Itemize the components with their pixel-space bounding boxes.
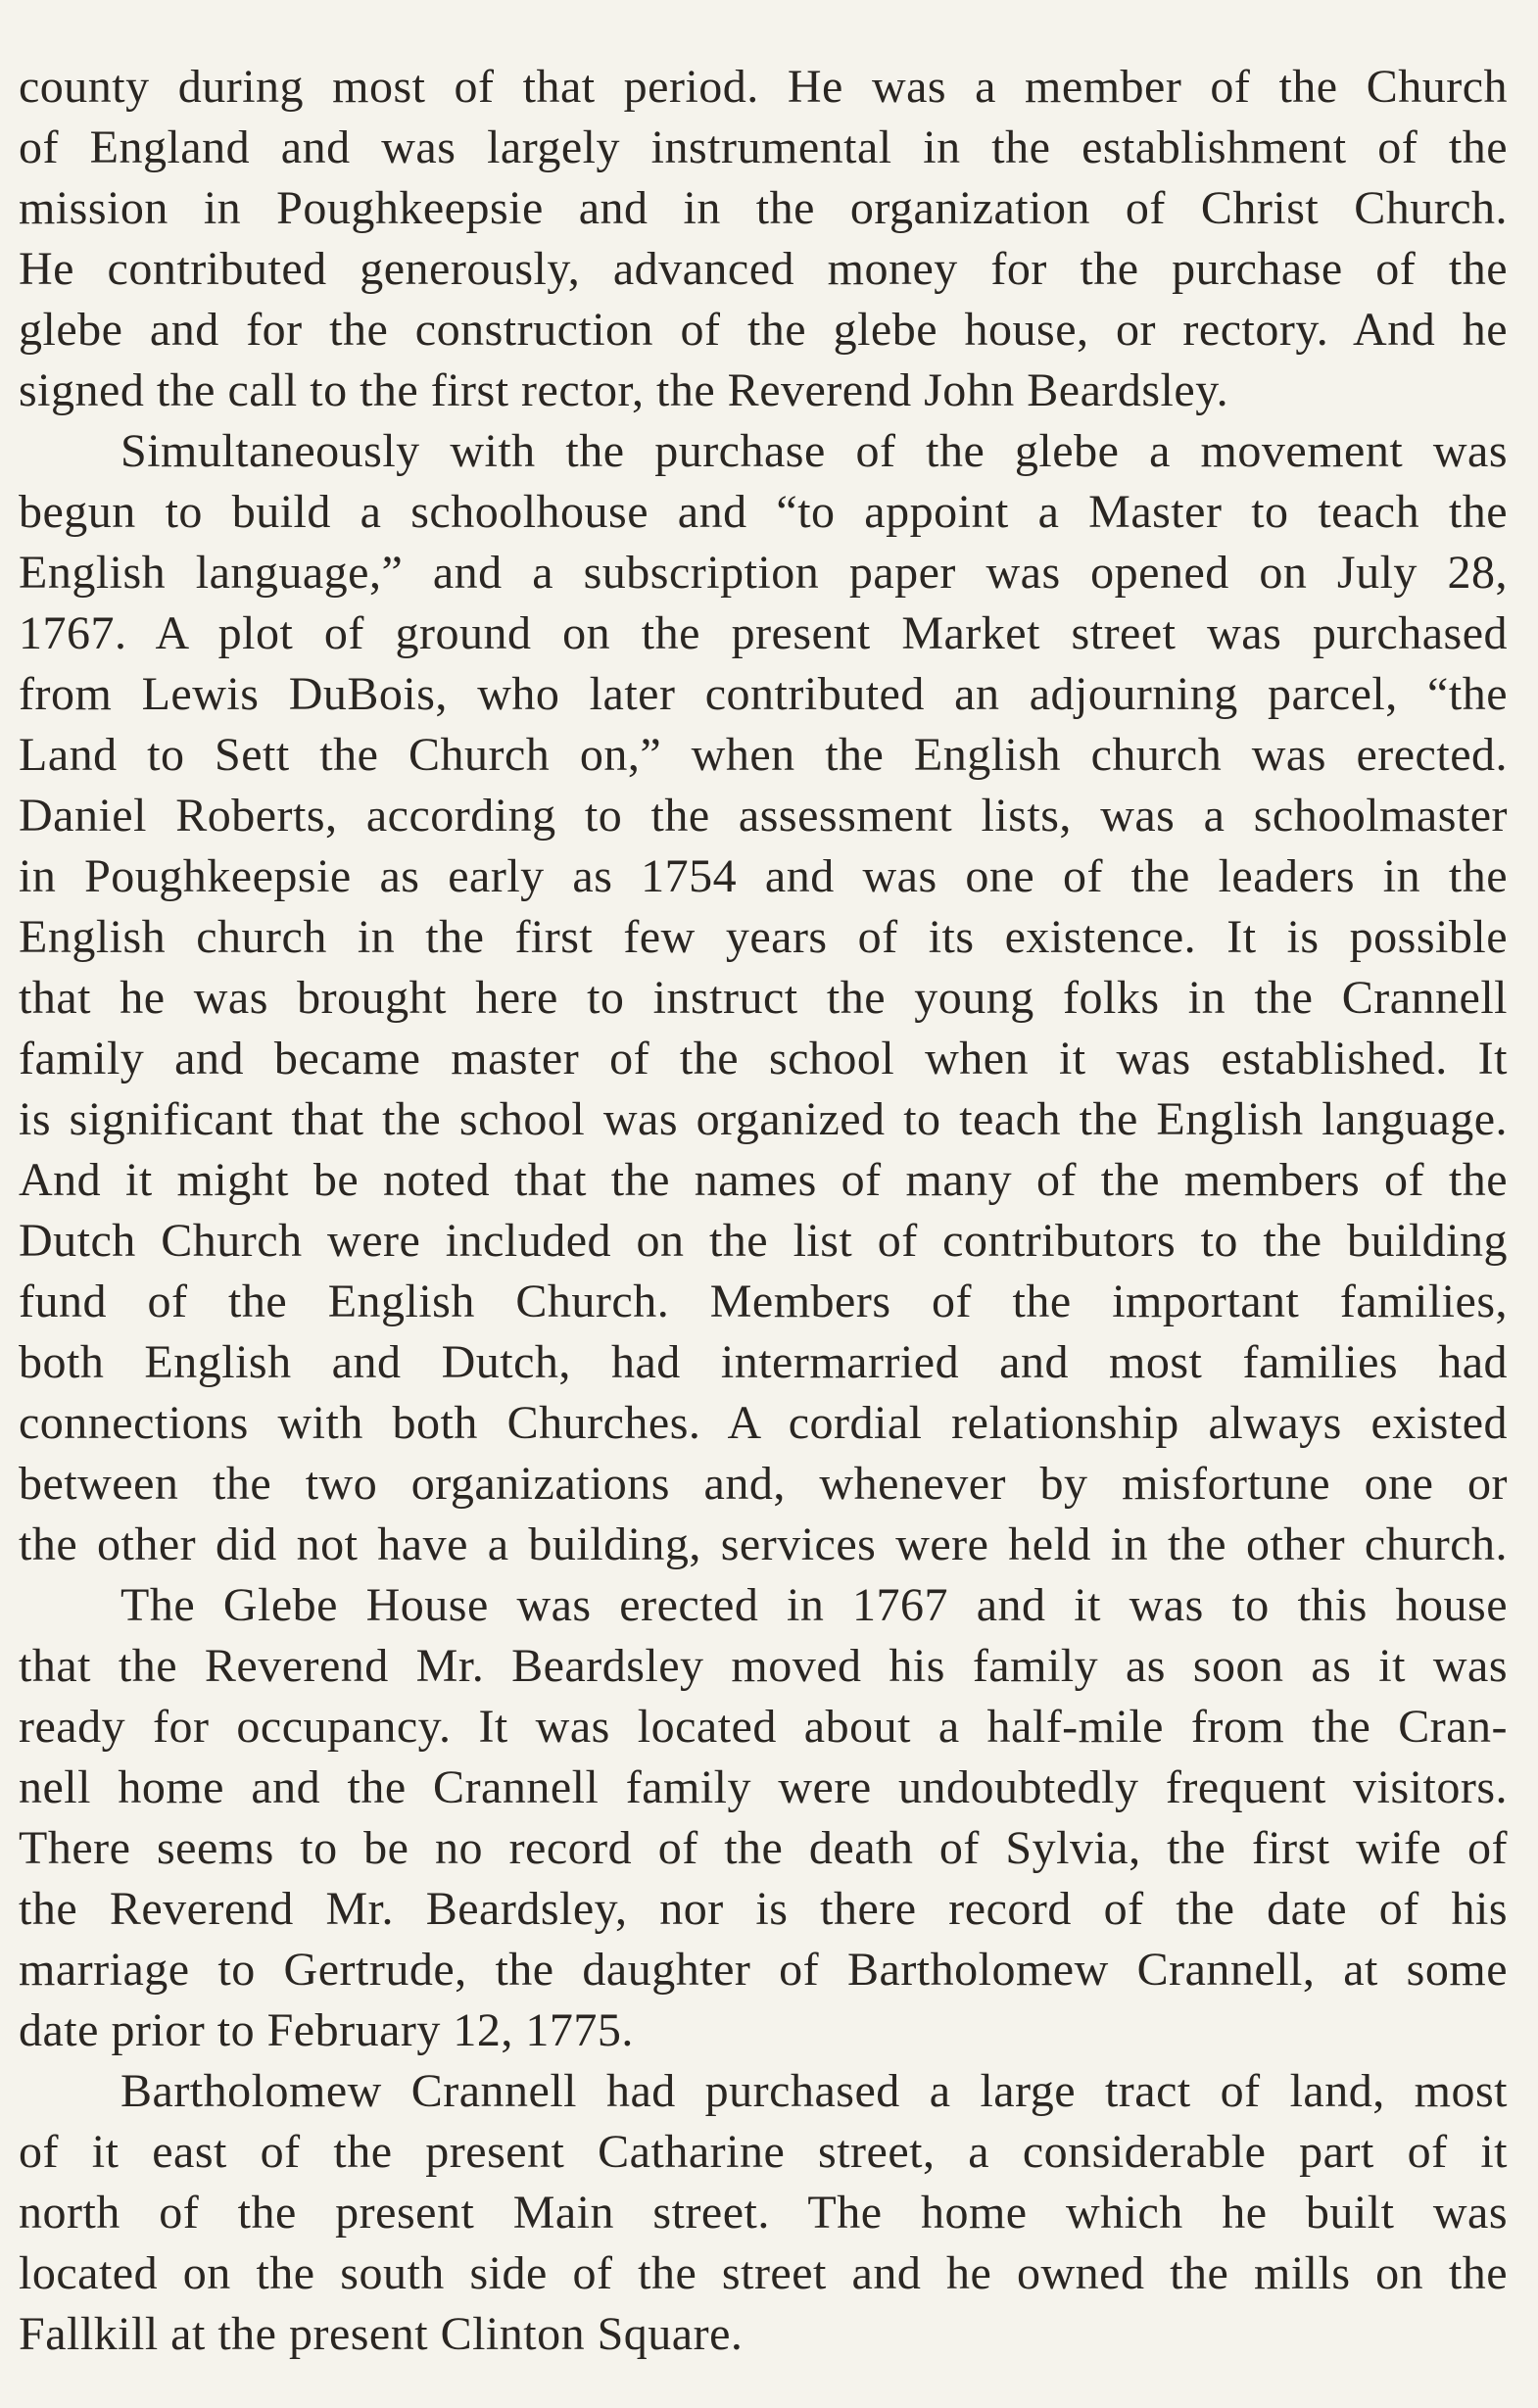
text-line: 1767. A plot of ground on the present Market street was purchased [19,607,1508,659]
text-line: the Reverend Mr. Beardsley, nor is there record of the date of his [19,1883,1508,1935]
text-line: Land to Sett the Church on,” when the English church was erected. [19,729,1508,781]
text-line: of it east of the present Catharine street, a considerable part of it [19,2126,1508,2178]
text-line: English church in the first few years of its existence. It is possible [19,911,1508,963]
text-line: signed the call to the first rector, the Reverend John Beardsley. [19,364,1229,416]
text-line: both English and Dutch, had intermarried and most families had [19,1336,1508,1388]
text-line: Fallkill at the present Clinton Square. [19,2308,744,2360]
paragraph [19,1575,1508,2061]
text-line: in Poughkeepsie as early as 1754 and was one of the leaders in the [19,850,1508,902]
text-line: the other did not have a building, services were held in the other church. [19,1518,1508,1570]
text-line: He contributed generously, advanced money for the purchase of the [19,243,1508,295]
text-line: Dutch Church were included on the list of contributors to the building [19,1215,1508,1267]
text-line: The Glebe House was erected in 1767 and it was to this house [120,1579,1508,1631]
text-line: begun to build a schoolhouse and “to appoint a Master to teach the [19,486,1508,538]
text-line: ready for occupancy. It was located about a half-mile from the Cran- [19,1701,1508,1753]
text-line: family and became master of the school when it was established. It [19,1033,1508,1084]
text-line: from Lewis DuBois, who later contributed an adjourning parcel, “the [19,668,1508,720]
text-line: marriage to Gertrude, the daughter of Bartholomew Crannell, at some [19,1944,1508,1996]
paragraph [19,421,1508,1575]
text-line: nell home and the Crannell family were undoubtedly frequent visitors. [19,1761,1508,1813]
text-line: mission in Poughkeepsie and in the organization of Christ Church. [19,182,1508,234]
paragraph [19,57,1508,421]
text-line: glebe and for the construction of the glebe house, or rectory. And he [19,304,1508,356]
text-line: is significant that the school was organized to teach the English language. [19,1093,1508,1145]
text-line: date prior to February 12, 1775. [19,2004,634,2056]
text-line: that he was brought here to instruct the young folks in the Crannell [19,972,1508,1024]
text-line: fund of the English Church. Members of the important families, [19,1276,1508,1327]
body-text [19,57,1508,2365]
text-line: located on the south side of the street and he owned the mills on the [19,2247,1508,2299]
text-line: Simultaneously with the purchase of the glebe a movement was [120,425,1508,477]
text-line: Daniel Roberts, according to the assessment lists, was a schoolmaster [19,790,1508,842]
text-line: of England and was largely instrumental in the establishment of the [19,121,1508,173]
text-line: connections with both Churches. A cordial relationship always existed [19,1397,1508,1449]
text-line: English language,” and a subscription paper was opened on July 28, [19,547,1508,599]
text-line: that the Reverend Mr. Beardsley moved his family as soon as it was [19,1640,1508,1692]
text-line: Bartholomew Crannell had purchased a large tract of land, most [120,2065,1508,2117]
text-line: between the two organizations and, whenever by misfortune one or [19,1458,1508,1510]
text-line: north of the present Main street. The home which he built was [19,2187,1508,2239]
text-line: county during most of that period. He was a member of the Church [19,61,1508,113]
paragraph [19,2061,1508,2365]
text-line: And it might be noted that the names of many of the members of the [19,1154,1508,1206]
text-line: There seems to be no record of the death of Sylvia, the first wife of [19,1822,1508,1874]
